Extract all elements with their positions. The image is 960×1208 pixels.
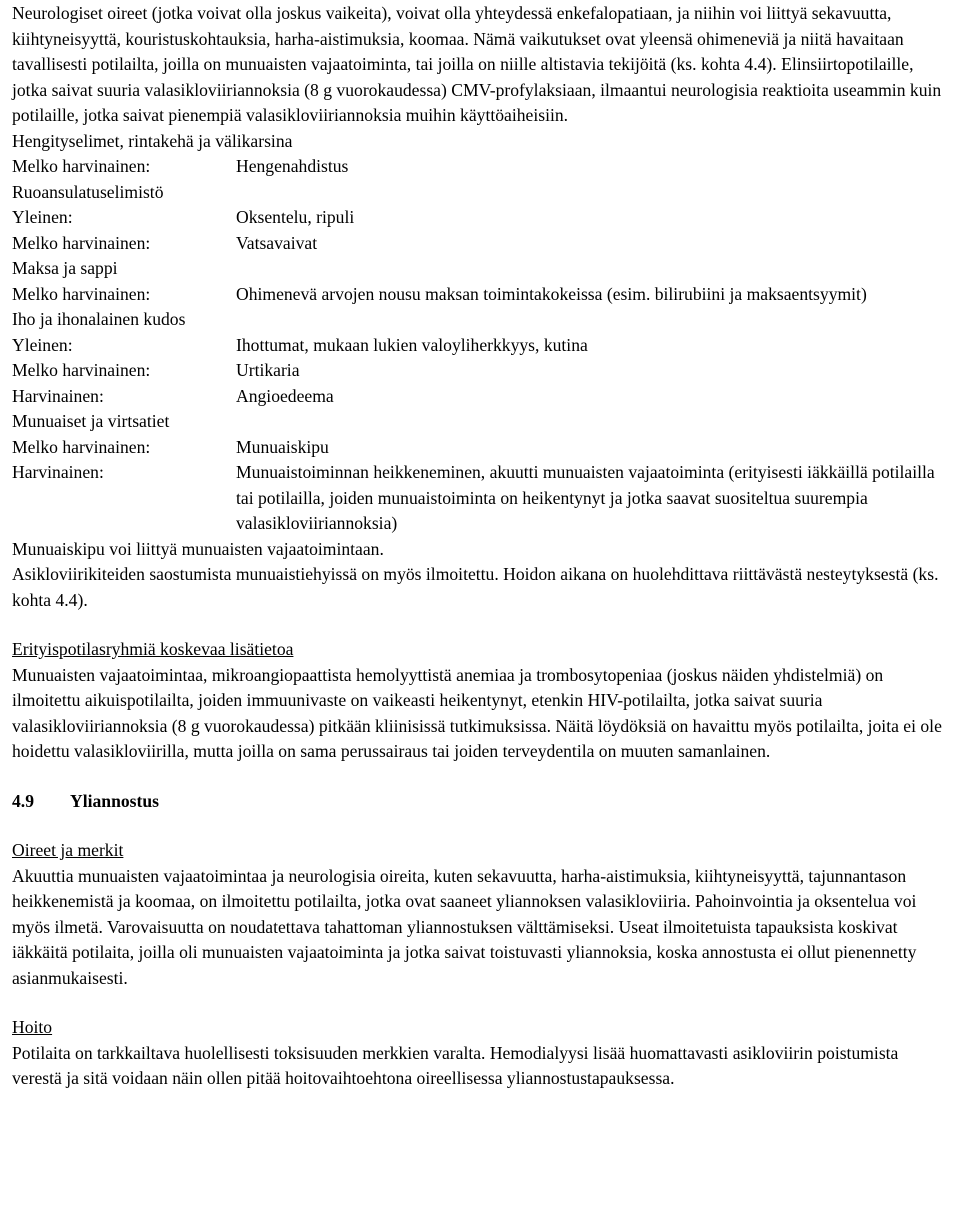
adverse-row (12, 384, 948, 410)
adverse-effect: Vatsavaivat (236, 232, 318, 253)
group-title: Maksa ja sappi (12, 258, 118, 278)
frequency-label: Melko harvinainen: (12, 283, 151, 304)
spacer (12, 814, 948, 838)
section-number: 4.9 (12, 790, 34, 811)
group-title: Munuaiset ja virtsatiet (12, 411, 170, 431)
adverse-row (12, 358, 948, 384)
frequency-label: Yleinen: (12, 207, 73, 227)
frequency-label: Harvinainen: (12, 462, 104, 482)
treatment-paragraph: Potilaita on tarkkailtava huolellisesti toksisuuden merkkien varalta. Hemodialyysi lisää huomattavasti asikloviirin poistumista verestä ja sitä voidaan näin ollen pitää hoitovaihtoehtona oireellisessa yliannostustapauksessa. (12, 1042, 899, 1088)
section-title: Yliannostus (70, 790, 159, 811)
adverse-effect: Munuaistoiminnan heikkeneminen, akuutti munuaisten vajaatoiminta (erityisesti iäkkäillä potilailla tai potilailla, joiden munuaistoiminta on heikentynyt ja jotka saavat suositeltua suurempia valasikloviiriannoksia) (236, 462, 935, 533)
spacer (12, 991, 948, 1015)
adverse-effect: Munuaiskipu (236, 436, 329, 457)
group-title: Ruoansulatuselimistö (12, 181, 164, 202)
adverse-effect: Hengenahdistus (236, 156, 349, 176)
renal-note-1: Munuaiskipu voi liittyä munuaisten vajaatoimintaan. (12, 538, 384, 559)
intro-paragraph: Neurologiset oireet (jotka voivat olla joskus vaikeita), voivat olla yhteydessä enkefalopatiaan, ja niihin voi liittyä sekavuutta, kiihtyneisyyttä, kouristuskohtauksia, harha-aistimuksia, koomaa. Nämä vaikutukset ovat yleensä ohimeneviä ja niitä havaitaan tavallisesti potilailta, joilla on munuaisten vajaatoiminta, tai joilla on niille altistavia tekijöitä (ks. kohta 4.4). Elinsiirtopotilaille, jotka saivat suuria valasikloviiriannoksia (8 g vuorokaudessa) CMV-profylaksiaan, ilmaantui neurologisia reaktioita useammin kuin potilaille, jotka saivat pienempiä valasikloviiriannoksia muihin käyttöaiheisiin. (12, 3, 942, 125)
adverse-effect: Ihottumat, mukaan lukien valoyliherkkyys, kutina (236, 334, 588, 355)
adverse-row (12, 333, 948, 359)
spacer (12, 613, 948, 637)
adverse-row (12, 282, 948, 308)
adverse-row (12, 435, 948, 461)
adverse-group-gastrointestinal (12, 180, 948, 257)
adverse-effect: Ohimenevä arvojen nousu maksan toimintakokeissa (esim. bilirubiini ja maksaentsyymit) (236, 283, 867, 304)
adverse-row (12, 460, 948, 537)
section-heading (12, 789, 948, 815)
adverse-group-renal (12, 409, 948, 537)
adverse-group-skin (12, 307, 948, 409)
treatment-heading: Hoito (12, 1017, 53, 1037)
adverse-row (12, 205, 948, 231)
adverse-group-hepatobiliary (12, 256, 948, 307)
frequency-label: Melko harvinainen: (12, 232, 151, 253)
adverse-effect: Urtikaria (236, 360, 300, 380)
symptoms-paragraph: Akuuttia munuaisten vajaatoimintaa ja neurologisia oireita, kuten sekavuutta, harha-aistimuksia, kiihtyneisyyttä, tajunnantason heikkenemistä ja koomaa, on ilmoitettu potilailta, jotka ovat saaneet yliannoksen valasikloviiria. Pahoinvointia ja oksentelua voi myös ilmetä. Varovaisuutta on noudatettava tahattoman yliannostuksen välttämiseksi. Useat ilmoitetuista tapauksista koskivat iäkkäitä potilaita, joilla oli munuaisten vajaatoiminta ja jotka saivat toistuvasti yliannoksia, koska annostusta ei ollut pienennetty asianmukaisesti. (12, 865, 917, 988)
group-title: Iho ja ihonalainen kudos (12, 309, 186, 329)
frequency-label: Melko harvinainen: (12, 436, 151, 457)
spacer (12, 765, 948, 789)
frequency-label: Harvinainen: (12, 385, 104, 406)
adverse-row (12, 231, 948, 257)
frequency-label: Melko harvinainen: (12, 156, 151, 176)
symptoms-heading: Oireet ja merkit (12, 840, 124, 860)
adverse-effect: Oksentelu, ripuli (236, 207, 355, 227)
group-title: Hengityselimet, rintakehä ja välikarsina (12, 130, 293, 151)
renal-note-2: Asikloviirikiteiden saostumista munuaistiehyissä on myös ilmoitettu. Hoidon aikana on huolehdittava riittävästä nesteytyksestä (ks. kohta 4.4). (12, 564, 939, 610)
adverse-row (12, 154, 948, 180)
adverse-group-respiratory (12, 129, 948, 180)
frequency-label: Melko harvinainen: (12, 360, 151, 380)
frequency-label: Yleinen: (12, 334, 73, 355)
special-groups-heading: Erityispotilasryhmiä koskevaa lisätietoa (12, 639, 294, 659)
special-groups-paragraph: Munuaisten vajaatoimintaa, mikroangiopaattista hemolyyttistä anemiaa ja trombosytopeniaa (joskus näiden yhdistelmiä) on ilmoitettu aikuispotilailta, joiden immuunivaste on vaikeasti heikentynyt, etenkin HIV-potilailta, jotka saivat suuria valasikloviiriannoksia (8 g vuorokaudessa) pitkään kliinisissä tutkimuksissa. Näitä löydöksiä on havaittu myös potilailta, joita ei ole hoidettu valasikloviirilla, mutta joilla on sama perussairaus tai joiden terveydentila on muuten samanlainen. (12, 664, 942, 761)
adverse-effect: Angioedeema (236, 385, 334, 406)
